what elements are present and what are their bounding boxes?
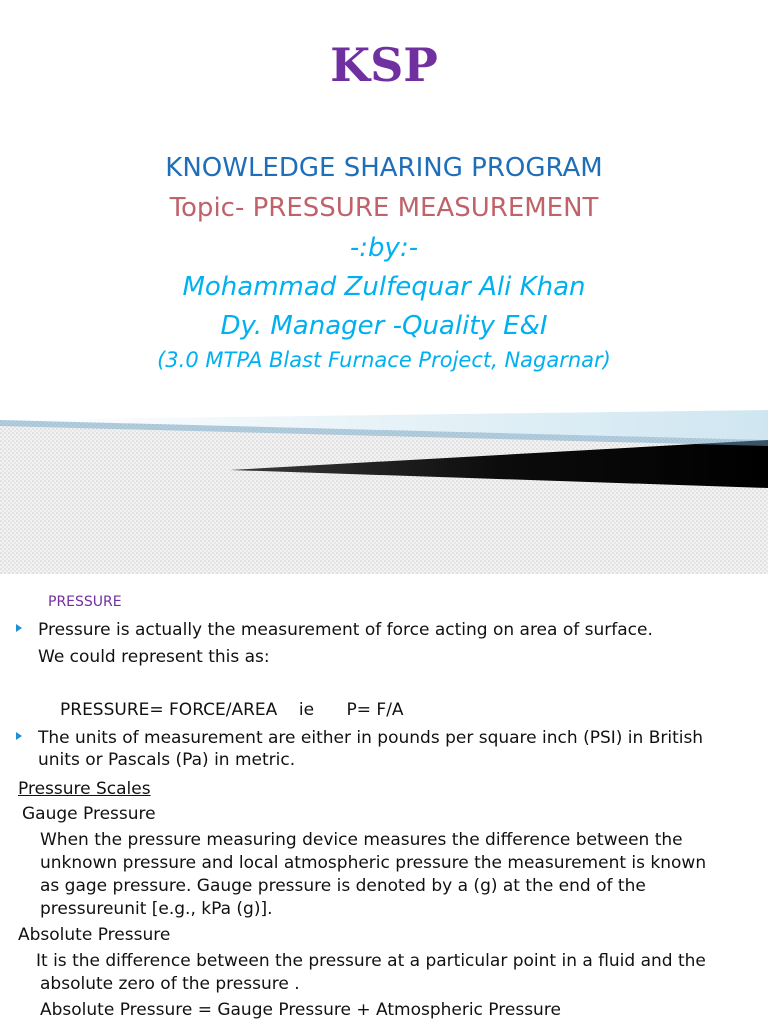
- bullet-text-continued: units or Pascals (Pa) in metric.: [38, 750, 296, 770]
- subheading-gauge: Gauge Pressure: [22, 804, 156, 824]
- bullet-text-continued: We could represent this as:: [38, 647, 270, 667]
- author-designation: Dy. Manager -Quality E&I: [220, 311, 548, 341]
- decorative-banner: [0, 400, 768, 574]
- absolute-formula: Absolute Pressure = Gauge Pressure + Atmospheric Pressure: [40, 1000, 561, 1020]
- slide-heading: PRESSURE: [48, 594, 122, 610]
- ksp-logo-text: KSP: [330, 38, 438, 92]
- by-label: -:by:-: [349, 233, 419, 263]
- gauge-paragraph-line: unknown pressure and local atmospheric pressure the measurement is known: [40, 853, 707, 873]
- topic-title: Topic- PRESSURE MEASUREMENT: [169, 193, 599, 223]
- gauge-paragraph-line: When the pressure measuring device measures the difference between the: [40, 830, 683, 850]
- bullet-icon: [16, 624, 22, 632]
- subheading-absolute: Absolute Pressure: [18, 925, 171, 945]
- gauge-paragraph-line: as gage pressure. Gauge pressure is denoted by a (g) at the end of the: [40, 876, 646, 896]
- bullet-icon: [16, 732, 22, 740]
- bullet-text: Pressure is actually the measurement of force acting on area of surface.: [38, 620, 653, 640]
- bullet-text: The units of measurement are either in pounds per square inch (PSI) in British: [38, 728, 704, 748]
- absolute-paragraph-line: absolute zero of the pressure .: [40, 974, 300, 994]
- program-title: KNOWLEDGE SHARING PROGRAM: [165, 153, 603, 183]
- absolute-paragraph-line: It is the difference between the pressure at a particular point in a fluid and the: [36, 951, 706, 971]
- content-slide: [0, 582, 768, 1024]
- pressure-formula: PRESSURE= FORCE/AREA ie P= F/A: [60, 700, 404, 720]
- author-name: Mohammad Zulfequar Ali Khan: [182, 272, 586, 302]
- section-heading-scales: Pressure Scales: [18, 779, 151, 799]
- project-name: (3.0 MTPA Blast Furnace Project, Nagarnar): [157, 348, 611, 372]
- gauge-paragraph-line: pressureunit [e.g., kPa (g)].: [40, 899, 273, 919]
